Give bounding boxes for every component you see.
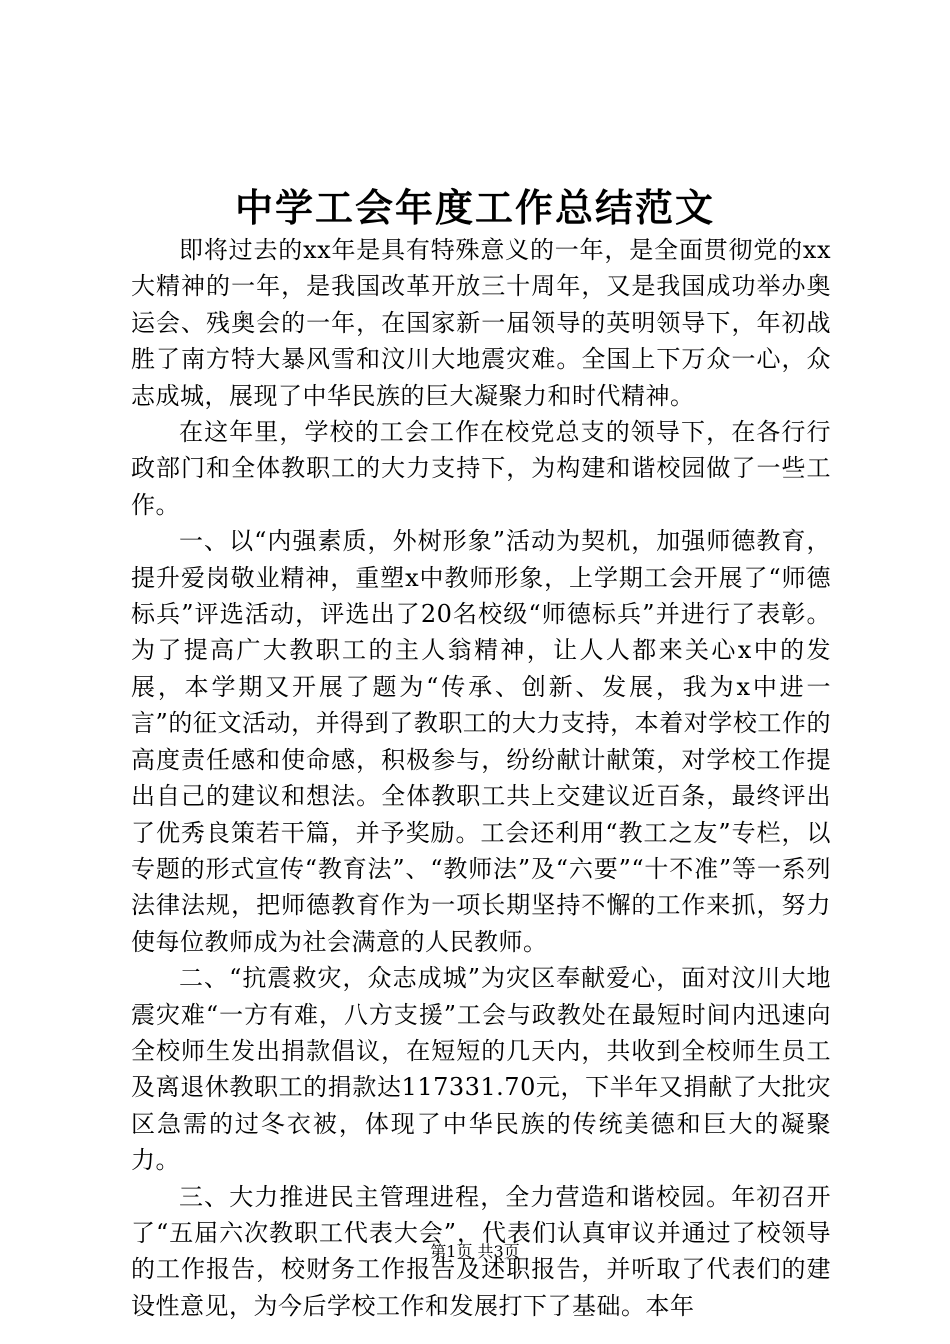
document-body: [131, 232, 831, 1324]
paragraph-overview: 在这年里，学校的工会工作在校党总支的领导下，在各行行政部门和全体教职工的大力支持下，为构建和谐校园做了一些工作。: [131, 418, 831, 519]
paragraph-section-1: 一、以“内强素质，外树形象”活动为契机，加强师德教育，提升爱岗敬业精神，重塑x中教师形象，上学期工会开展了“师德标兵”评选活动，评选出了20名校级“师德标兵”并进行了表彰。为了提高广大教职工的主人翁精神，让人人都来关心x中的发展，本学期又开展了题为“传承、创新、发展，我为x中进一言”的征文活动，并得到了教职工的大力支持，本着对学校工作的高度责任感和使命感，积极参与，纷纷献计献策，对学校工作提出自己的建议和想法。全体教职工共上交建议近百条，最终评出了优秀良策若干篇，并予奖励。工会还利用“教工之友”专栏，以专题的形式宣传“教育法”、“教师法”及“六要”“十不准”等一系列法律法规，把师德教育作为一项长期坚持不懈的工作来抓，努力使每位教师成为社会满意的人民教师。: [131, 527, 831, 956]
page-footer: 第1页 共3页: [430, 1242, 520, 1261]
paragraph-section-2: 二、“抗震救灾，众志成城”为灾区奉献爱心，面对汶川大地震灾难“一方有难，八方支援”工会与政教处在最短时间内迅速向全校师生发出捐款倡议，在短短的几天内，共收到全校师生员工及离退休教职工的捐款达117331.70元，下半年又捐献了大批灾区急需的过冬衣被，体现了中华民族的传统美德和巨大的凝聚力。: [131, 964, 831, 1175]
document-title: 中学工会年度工作总结范文: [234, 185, 715, 230]
paragraph-intro: 即将过去的xx年是具有特殊意义的一年，是全面贯彻党的xx大精神的一年，是我国改革开放三十周年，又是我国成功举办奥运会、残奥会的一年，在国家新一届领导的英明领导下，年初战胜了南方特大暴风雪和汶川大地震灾难。全国上下万众一心，众志成城，展现了中华民族的巨大凝聚力和时代精神。: [131, 236, 831, 410]
paragraph-section-3: 三、大力推进民主管理进程，全力营造和谐校园。年初召开了“五届六次教职工代表大会”，代表们认真审议并通过了校领导的工作报告，校财务工作报告及述职报告，并听取了代表们的建设性意见，为今后学校工作和发展打下了基础。本年: [131, 1182, 831, 1320]
